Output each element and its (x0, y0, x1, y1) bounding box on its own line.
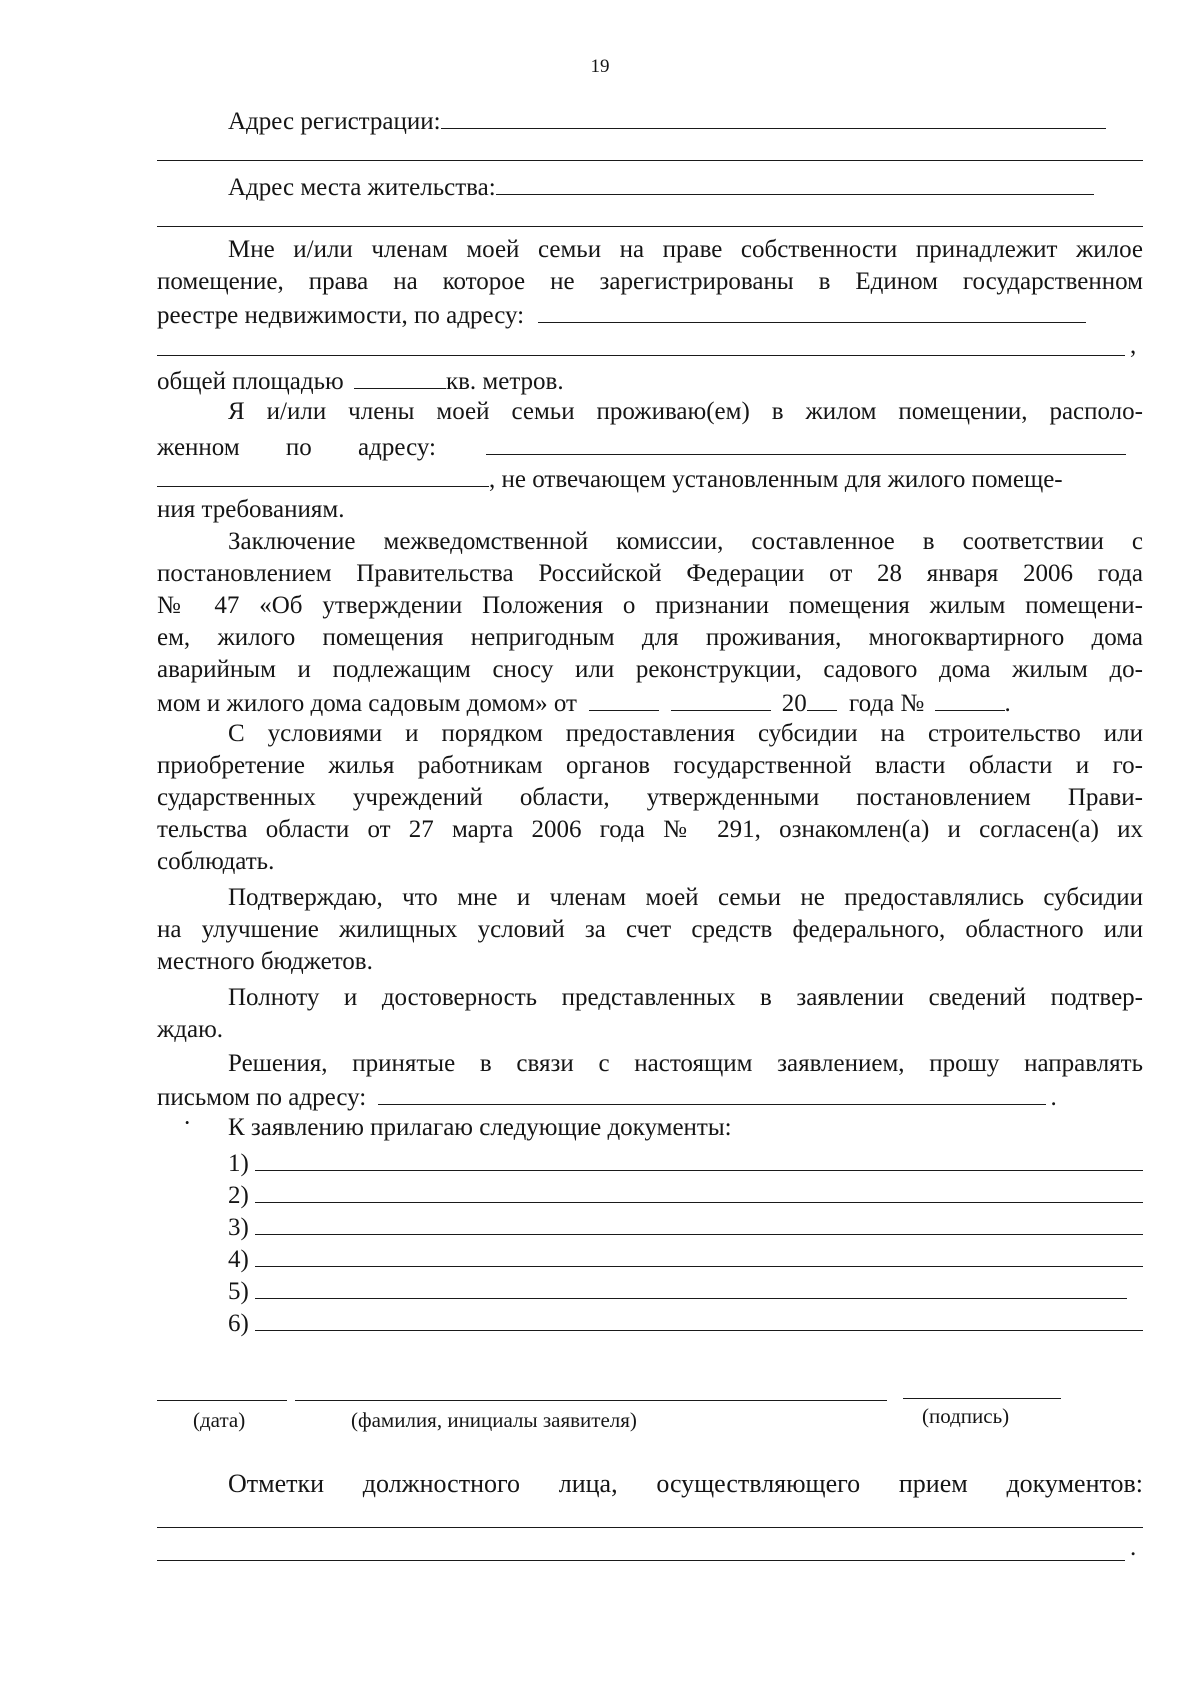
registration-address-field-cont[interactable] (157, 160, 1143, 161)
page-number: 19 (590, 56, 610, 77)
property-address-field[interactable] (538, 298, 1086, 323)
residence-premises-field-cont[interactable] (157, 462, 489, 487)
document-field[interactable] (255, 1242, 1143, 1267)
official-marks-line (157, 1468, 1143, 1500)
text-line: Решения, принятые в связи с настоящим заявлением, прошу направлять (228, 1050, 1143, 1077)
official-marks-field[interactable] (157, 1527, 1143, 1528)
residence-address-field-cont[interactable] (157, 226, 1143, 227)
registration-address-label: Адрес регистрации: (228, 108, 441, 135)
text-fragment: 20 (781, 690, 807, 717)
text-line (157, 364, 1143, 398)
document-number: 1) (228, 1150, 249, 1177)
residence-address-field[interactable] (496, 170, 1094, 195)
text-fragment: . (1004, 690, 1011, 717)
text-line: соблюдать. (157, 848, 275, 875)
text-fragment: женном (157, 434, 240, 461)
text-line: помещение, права на которое не зарегистрированы в Едином государственном (157, 268, 1143, 295)
text-line (157, 686, 1143, 720)
text-line: постановлением Правительства Российской Федерации от 28 января 2006 года (157, 560, 1143, 587)
bullet-mark: · (183, 1110, 192, 1137)
residence-address-label: Адрес места жительства: (228, 174, 496, 201)
property-address-field-cont[interactable] (157, 355, 1125, 356)
document-item (228, 1178, 1143, 1212)
punctuation: . (1130, 1534, 1137, 1561)
document-field[interactable] (255, 1210, 1143, 1235)
commission-year-field[interactable] (807, 686, 837, 711)
text-line: Мне и/или членам моей семьи на праве собственности принадлежит жилое (228, 236, 1143, 263)
text-fragment: , не отвечающем установленным для жилого помеще- (489, 466, 1063, 493)
registration-address-field[interactable] (441, 104, 1106, 129)
text-line: аварийным и подлежащим сносу или реконструкции, садового дома жилым до- (157, 656, 1143, 683)
punctuation: , (1130, 332, 1137, 359)
text-fragment: по (285, 434, 312, 461)
text-fragment: мом и жилого дома садовым домом» от (157, 690, 577, 717)
text-fragment: адресу: (358, 434, 436, 461)
area-field[interactable] (354, 364, 446, 389)
text-line: Подтверждаю, что мне и членам моей семьи не предоставлялись субсидии (228, 884, 1143, 911)
document-item (228, 1274, 1127, 1308)
text-fragment: письмом по адресу: (157, 1084, 367, 1111)
text-line (157, 462, 1143, 496)
registration-address-line (157, 104, 1143, 138)
document-number: 3) (228, 1214, 249, 1241)
text-line: ем, жилого помещения непригодным для проживания, многоквартирного дома (157, 624, 1143, 651)
text-line: К заявлению прилагаю следующие документы: (228, 1114, 732, 1141)
text-line: местного бюджетов. (157, 948, 373, 975)
text-fragment: общей площадью (157, 368, 344, 395)
document-number: 4) (228, 1246, 249, 1273)
text-line: Полноту и достоверность представленных в заявлении сведений подтвер- (228, 984, 1143, 1011)
official-marks-field-cont[interactable] (157, 1560, 1125, 1561)
text-fragment: кв. метров. (445, 368, 564, 395)
name-signature-field[interactable] (295, 1400, 887, 1401)
text-line: Заключение межведомственной комиссии, составленное в соответствии с (228, 528, 1143, 555)
commission-month-field[interactable] (671, 686, 771, 711)
document-item (228, 1146, 1143, 1180)
signature-caption: (подпись) (922, 1404, 1010, 1428)
text-fragment: . (1050, 1084, 1057, 1111)
text-line (157, 1080, 1143, 1114)
text-fragment: документов: (1006, 1469, 1144, 1498)
text-fragment: прием (898, 1469, 968, 1498)
document-number: 6) (228, 1310, 249, 1337)
text-line: № 47 «Об утверждении Положения о признании помещения жилым помещени- (157, 592, 1143, 619)
document-item (228, 1210, 1143, 1244)
document-number: 5) (228, 1278, 249, 1305)
text-line (157, 298, 1143, 332)
text-line: приобретение жилья работникам органов государственной власти области и го- (157, 752, 1143, 779)
text-line: тельства области от 27 марта 2006 года № 291, ознакомлен(а) и согласен(а) их (157, 816, 1143, 843)
text-fragment: Отметки (228, 1469, 325, 1498)
text-line: С условиями и порядком предоставления субсидии на строительство или (228, 720, 1143, 747)
text-fragment: должностного (362, 1469, 520, 1498)
document-item (228, 1306, 1143, 1340)
text-line: на улучшение жилищных условий за счет средств федерального, областного или (157, 916, 1143, 943)
document-field[interactable] (255, 1274, 1127, 1299)
text-fragment: реестре недвижимости, по адресу: (157, 302, 525, 329)
mailing-address-field[interactable] (378, 1080, 1046, 1105)
sign-signature-field[interactable] (903, 1398, 1061, 1399)
commission-day-field[interactable] (589, 686, 659, 711)
document-item (228, 1242, 1143, 1276)
text-line: ния требованиям. (157, 496, 345, 523)
text-line (157, 430, 1143, 464)
commission-number-field[interactable] (935, 686, 1005, 711)
text-line: ждаю. (157, 1016, 224, 1043)
date-signature-field[interactable] (157, 1400, 287, 1401)
text-fragment: лица, (558, 1469, 618, 1498)
document-field[interactable] (255, 1146, 1143, 1171)
residence-premises-field[interactable] (486, 430, 1126, 455)
text-line: Я и/или члены моей семьи проживаю(ем) в жилом помещении, располо- (228, 398, 1143, 425)
text-line: сударственных учреждений области, утвержденными постановлением Прави- (157, 784, 1143, 811)
text-fragment: осуществляющего (656, 1469, 861, 1498)
name-caption: (фамилия, инициалы заявителя) (351, 1408, 637, 1432)
document-field[interactable] (255, 1178, 1143, 1203)
residence-address-line (157, 170, 1143, 204)
text-fragment: года № (848, 690, 925, 717)
document-field[interactable] (255, 1306, 1143, 1331)
document-number: 2) (228, 1182, 249, 1209)
date-caption: (дата) (193, 1408, 246, 1432)
